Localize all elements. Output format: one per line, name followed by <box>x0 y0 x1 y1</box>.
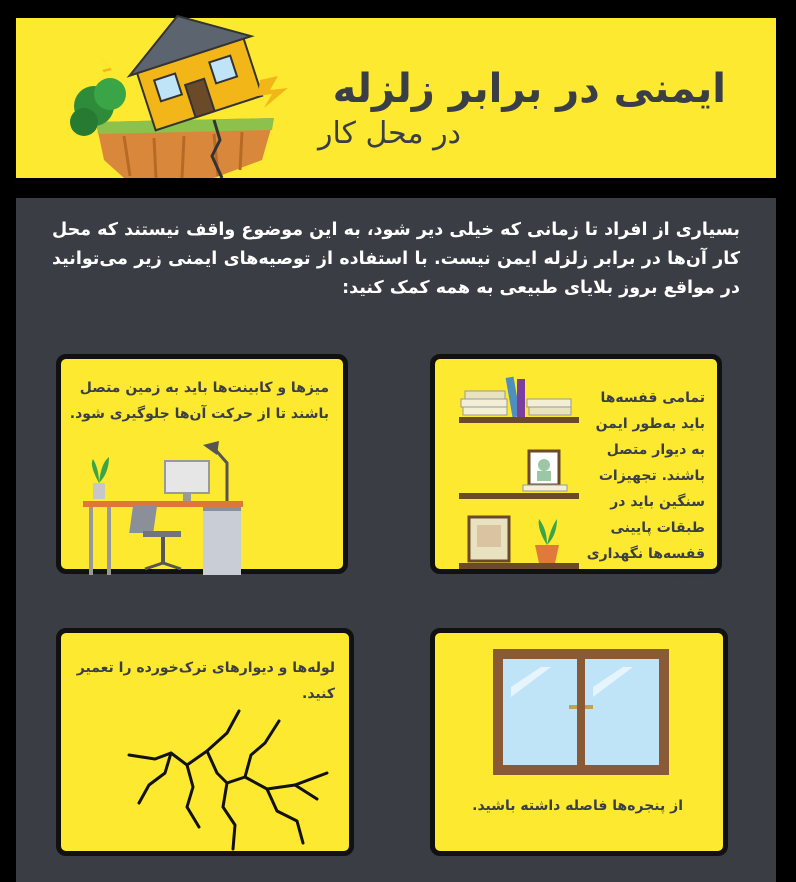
card-shelves-text: تمامی قفسه‌ها باید به‌طور ایمن به دیوار متصل باشند. تجهیزات سنگین باید در طبقات پایینی قفسه‌ها نگهداری شوند. <box>586 390 705 588</box>
intro-text: بسیاری از افراد تا زمانی که خیلی دیر شود، به این موضوع واقف نیستند که محل کار آن‌ها در برابر زلزله ایمن نیست. با استفاده از توصیه‌های ایمنی زیر می‌توانید در مواقع بروز بلایای طبیعی به همه کمک کنید: <box>52 220 740 298</box>
wall-crack-icon <box>127 703 337 853</box>
bookshelf-icon <box>459 369 584 569</box>
window-icon <box>491 647 671 777</box>
card-shelves <box>430 354 722 588</box>
header-banner <box>16 18 776 178</box>
card-desks <box>56 354 348 574</box>
office-desk-icon <box>79 435 249 575</box>
collapsing-house-icon <box>64 10 304 180</box>
card-desks-text: میزها و کابینت‌ها باید به زمین متصل باشند تا از حرکت آن‌ها جلوگیری شود. <box>69 380 329 422</box>
page-title: ایمنی در برابر زلزله <box>332 66 726 112</box>
page-subtitle: در محل کار <box>318 116 461 151</box>
card-cracks-text: لوله‌ها و دیوارهای ترک‌خورده را تعمیر کنید. <box>76 660 335 702</box>
card-cracks <box>56 628 354 856</box>
card-windows <box>430 628 728 856</box>
card-windows-text: از پنجره‌ها فاصله داشته باشید. <box>472 798 683 814</box>
